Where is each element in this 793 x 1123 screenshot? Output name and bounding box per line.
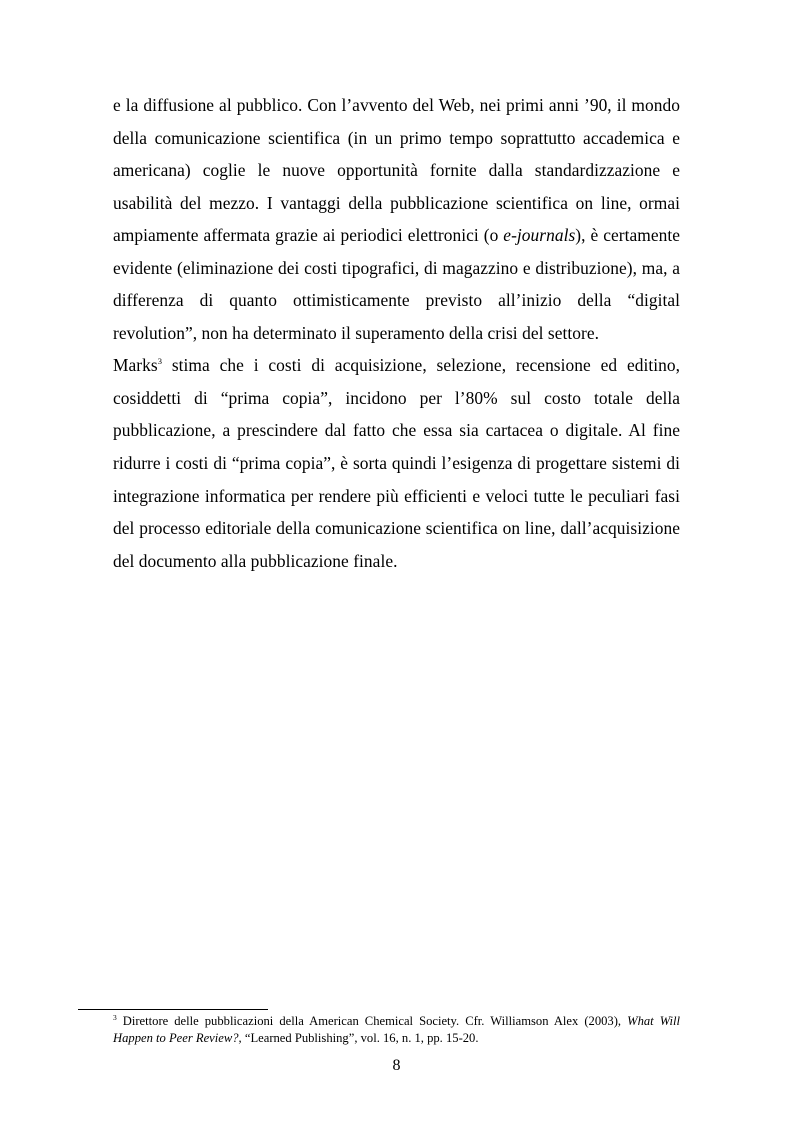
footnote-text-a: Direttore delle pubblicazioni della American Chemical Society. Cfr. Williamson Alex (2003), [116,1014,628,1028]
footnote-number: 3 [113,1013,117,1022]
footnote-separator [78,1009,268,1010]
paragraph-1 [113,89,680,349]
paragraph-2-text: stima che i costi di acquisizione, selezione, recensione ed editino, cosiddetti di “prima copia”, incidono per l’80% sul costo totale della pubblicazione, a prescindere dal fatto che essa sia cartacea o digitale. Al fine ridurre i costi di “prima copia”, è sorta quindi l’esigenza di progettare sistemi di integrazione informatica per rendere più efficienti e veloci tutte le peculiari fasi del processo editoriale della comunicazione scientifica on line, dall’acquisizione del documento alla pubblicazione finale. [113,355,680,571]
footnote [113,1013,680,1046]
page-number: 8 [392,1057,401,1074]
paragraph-2-lead: Marks [113,355,158,376]
main-text [113,89,680,577]
paragraph-1-text-b: ), è certamente evidente (eliminazione dei costi tipografici, di magazzino e distribuzione), ma, a differenza di quanto ottimisticamente previsto all’inizio della “digital revolution”, non ha determinato il superamento della crisi del settore. [113,225,681,343]
footnote-title: What Will Happen to Peer Review?, [113,1014,680,1045]
paragraph-1-italic-term: e-journals [503,225,576,246]
paragraph-2 [113,349,680,577]
paragraph-1-text-a: e la diffusione al pubblico. Con l’avvento del Web, nei primi anni ’90, il mondo della comunicazione scientifica (in un primo tempo soprattutto accademica e americana) coglie le nuove opportunità fornite dalla standardizzazione e usabilità del mezzo. I vantaggi della pubblicazione scientifica on line, ormai ampiamente affermata grazie ai periodici elettronici (o [113,95,680,246]
footnote-text-b: “Learned Publishing”, vol. 16, n. 1, pp. 15-20. [241,1030,479,1045]
footnote-reference: 3 [157,356,162,367]
